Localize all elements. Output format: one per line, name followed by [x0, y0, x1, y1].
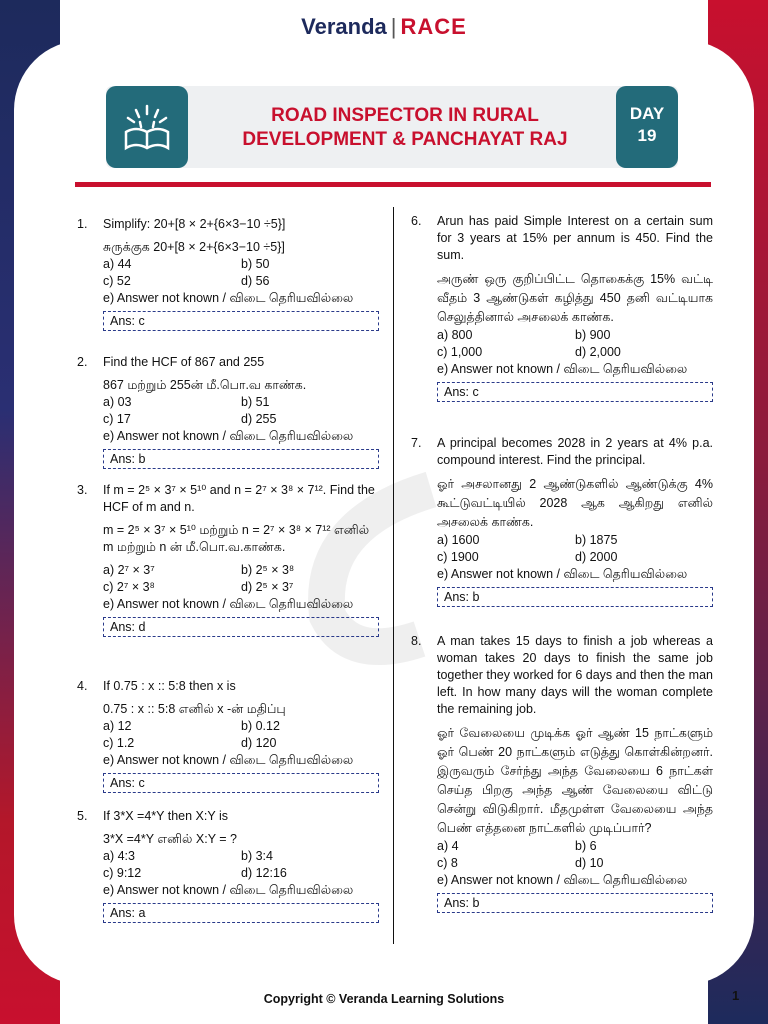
question-number: 8. — [411, 634, 422, 648]
question-text-tamil: சுருக்குக 20+[8 × 2+{6×3−10 ÷5}] — [103, 240, 285, 254]
options — [103, 718, 379, 752]
options — [103, 848, 379, 882]
option-c: c) 1900 — [437, 550, 479, 564]
question-2 — [77, 354, 379, 482]
option-c: c) 1,000 — [437, 345, 483, 359]
question-number: 5. — [77, 809, 88, 823]
brand-logo — [0, 14, 768, 40]
options — [437, 532, 713, 566]
page-title — [200, 104, 610, 152]
option-d: d) 2000 — [575, 550, 618, 564]
day-label: DAY — [629, 104, 665, 123]
option-b: b) 51 — [241, 395, 270, 409]
option-e: e) Answer not known / விடை தெரியவில்லை — [103, 883, 354, 897]
question-text-tamil: 3*X =4*Y எனில் X:Y = ? — [103, 832, 238, 846]
option-d: d) 2⁵ × 3⁷ — [241, 580, 294, 594]
question-number: 6. — [411, 214, 422, 228]
option-e: e) Answer not known / விடை தெரியவில்லை — [103, 597, 354, 611]
question-5 — [77, 808, 379, 938]
question-number: 3. — [77, 483, 88, 497]
question-text-tamil: ஓர் அசலானது 2 ஆண்டுகளில் ஆண்டுக்கு 4% கூட்டுவட்டியில் 2028 ஆக ஆகிறது எனில் அசலைக் காண்க. — [437, 477, 713, 529]
question-text-tamil: அருண் ஒரு குறிப்பிட்ட தொகைக்கு 15% வட்டி வீதம் 3 ஆண்டுகள் கழித்து 450 தனி வட்டியாக செலுத்தினால் அசலைக் காண்க. — [437, 272, 713, 324]
option-e: e) Answer not known / விடை தெரியவில்லை — [437, 567, 688, 581]
option-a: a) 1600 — [437, 533, 480, 547]
page-number: 1 — [732, 988, 740, 1003]
option-c: c) 1.2 — [103, 736, 135, 750]
option-e: e) Answer not known / விடை தெரியவில்லை — [437, 362, 688, 376]
question-text: Arun has paid Simple Interest on a certain sum for 3 years at 15% per annum is 450. Find the sum. — [437, 214, 713, 262]
options — [437, 838, 713, 872]
question-text: If 0.75 : x :: 5:8 then x is — [103, 679, 236, 693]
question-text-tamil: m = 2⁵ × 3⁷ × 5¹⁰ மற்றும் n = 2⁷ × 3⁸ × 7¹² எனில் m மற்றும் n ன் மீ.பொ.வ.காண்க. — [103, 523, 370, 554]
brand-separator: | — [390, 14, 397, 39]
option-c: c) 2⁷ × 3⁸ — [103, 580, 155, 594]
question-1 — [77, 216, 379, 354]
left-column — [77, 216, 379, 938]
question-8 — [411, 633, 713, 913]
question-7 — [411, 435, 713, 633]
option-b: b) 2⁵ × 3⁸ — [241, 563, 295, 577]
option-b: b) 3:4 — [241, 849, 273, 863]
options — [103, 394, 379, 428]
question-number: 4. — [77, 679, 88, 693]
option-e: e) Answer not known / விடை தெரியவில்லை — [437, 873, 688, 887]
question-text: A principal becomes 2028 in 2 years at 4% p.a. compound interest. Find the principal. — [437, 436, 713, 467]
option-c: c) 8 — [437, 856, 458, 870]
question-6 — [411, 213, 713, 435]
header-underline — [75, 182, 711, 187]
option-a: a) 2⁷ × 3⁷ — [103, 563, 155, 577]
option-a: a) 4:3 — [103, 849, 135, 863]
question-number: 1. — [77, 217, 88, 231]
option-a: a) 4 — [437, 839, 459, 853]
options — [103, 256, 379, 290]
option-d: d) 56 — [241, 274, 270, 288]
answer-box: Ans: c — [103, 773, 379, 793]
question-number: 2. — [77, 355, 88, 369]
option-a: a) 800 — [437, 328, 473, 342]
option-a: a) 44 — [103, 257, 132, 271]
question-text: Simplify: 20+[8 × 2+{6×3−10 ÷5}] — [103, 217, 286, 231]
question-text: If m = 2⁵ × 3⁷ × 5¹⁰ and n = 2⁷ × 3⁸ × 7¹². Find the HCF of m and n. — [103, 483, 375, 514]
option-d: d) 10 — [575, 856, 604, 870]
answer-box: Ans: b — [437, 587, 713, 607]
brand-veranda: Veranda — [301, 14, 387, 39]
answer-box: Ans: c — [437, 382, 713, 402]
option-d: d) 120 — [241, 736, 277, 750]
question-text-tamil: 0.75 : x :: 5:8 எனில் x -ன் மதிப்பு — [103, 702, 286, 716]
answer-box: Ans: b — [103, 449, 379, 469]
option-c: c) 52 — [103, 274, 131, 288]
options — [437, 327, 713, 361]
answer-box: Ans: b — [437, 893, 713, 913]
open-book-icon — [106, 86, 188, 168]
option-d: d) 12:16 — [241, 866, 287, 880]
question-text: Find the HCF of 867 and 255 — [103, 355, 265, 369]
answer-box: Ans: d — [103, 617, 379, 637]
title-line-1: ROAD INSPECTOR IN RURAL — [271, 105, 539, 126]
question-3 — [77, 482, 379, 678]
option-d: d) 255 — [241, 412, 277, 426]
option-a: a) 03 — [103, 395, 132, 409]
option-b: b) 900 — [575, 328, 611, 342]
answer-box: Ans: c — [103, 311, 379, 331]
option-b: b) 0.12 — [241, 719, 280, 733]
option-d: d) 2,000 — [575, 345, 621, 359]
right-column — [411, 213, 713, 913]
question-text: If 3*X =4*Y then X:Y is — [103, 809, 228, 823]
option-c: c) 17 — [103, 412, 131, 426]
title-line-2: DEVELOPMENT & PANCHAYAT RAJ — [242, 129, 568, 150]
options — [103, 562, 379, 596]
question-number: 7. — [411, 436, 422, 450]
brand-race: RACE — [400, 14, 467, 39]
answer-box: Ans: a — [103, 903, 379, 923]
option-e: e) Answer not known / விடை தெரியவில்லை — [103, 429, 354, 443]
option-c: c) 9:12 — [103, 866, 142, 880]
option-e: e) Answer not known / விடை தெரியவில்லை — [103, 753, 354, 767]
question-4 — [77, 678, 379, 808]
question-text: A man takes 15 days to finish a job whereas a woman takes 20 days to finish the same job together they worked for 6 days and then the man left. In how many days will the woman complete the remaining job. — [437, 634, 713, 716]
option-b: b) 1875 — [575, 533, 618, 547]
option-b: b) 50 — [241, 257, 270, 271]
option-b: b) 6 — [575, 839, 597, 853]
option-a: a) 12 — [103, 719, 132, 733]
question-text-tamil: ஓர் வேலையை முடிக்க ஓர் ஆண் 15 நாட்களும் ஓர் பெண் 20 நாட்களும் எடுத்து கொள்கின்றனர். இருவரும் சேர்ந்து அந்த வேலையை 6 நாட்கள் செய்த பிறகு அந்த ஆண் வேலையை விட்டு சென்று விடுகிறார். மீதமுள்ள வேலையை அந்த பெண் எத்தனை நாட்களில் முடிப்பார்? — [437, 726, 713, 835]
day-number: 19 — [637, 126, 657, 145]
option-e: e) Answer not known / விடை தெரியவில்லை — [103, 291, 354, 305]
day-badge — [616, 86, 678, 168]
column-divider — [393, 207, 394, 944]
question-text-tamil: 867 மற்றும் 255ன் மீ.பொ.வ காண்க. — [103, 378, 307, 392]
footer-copyright: Copyright © Veranda Learning Solutions — [263, 992, 505, 1006]
